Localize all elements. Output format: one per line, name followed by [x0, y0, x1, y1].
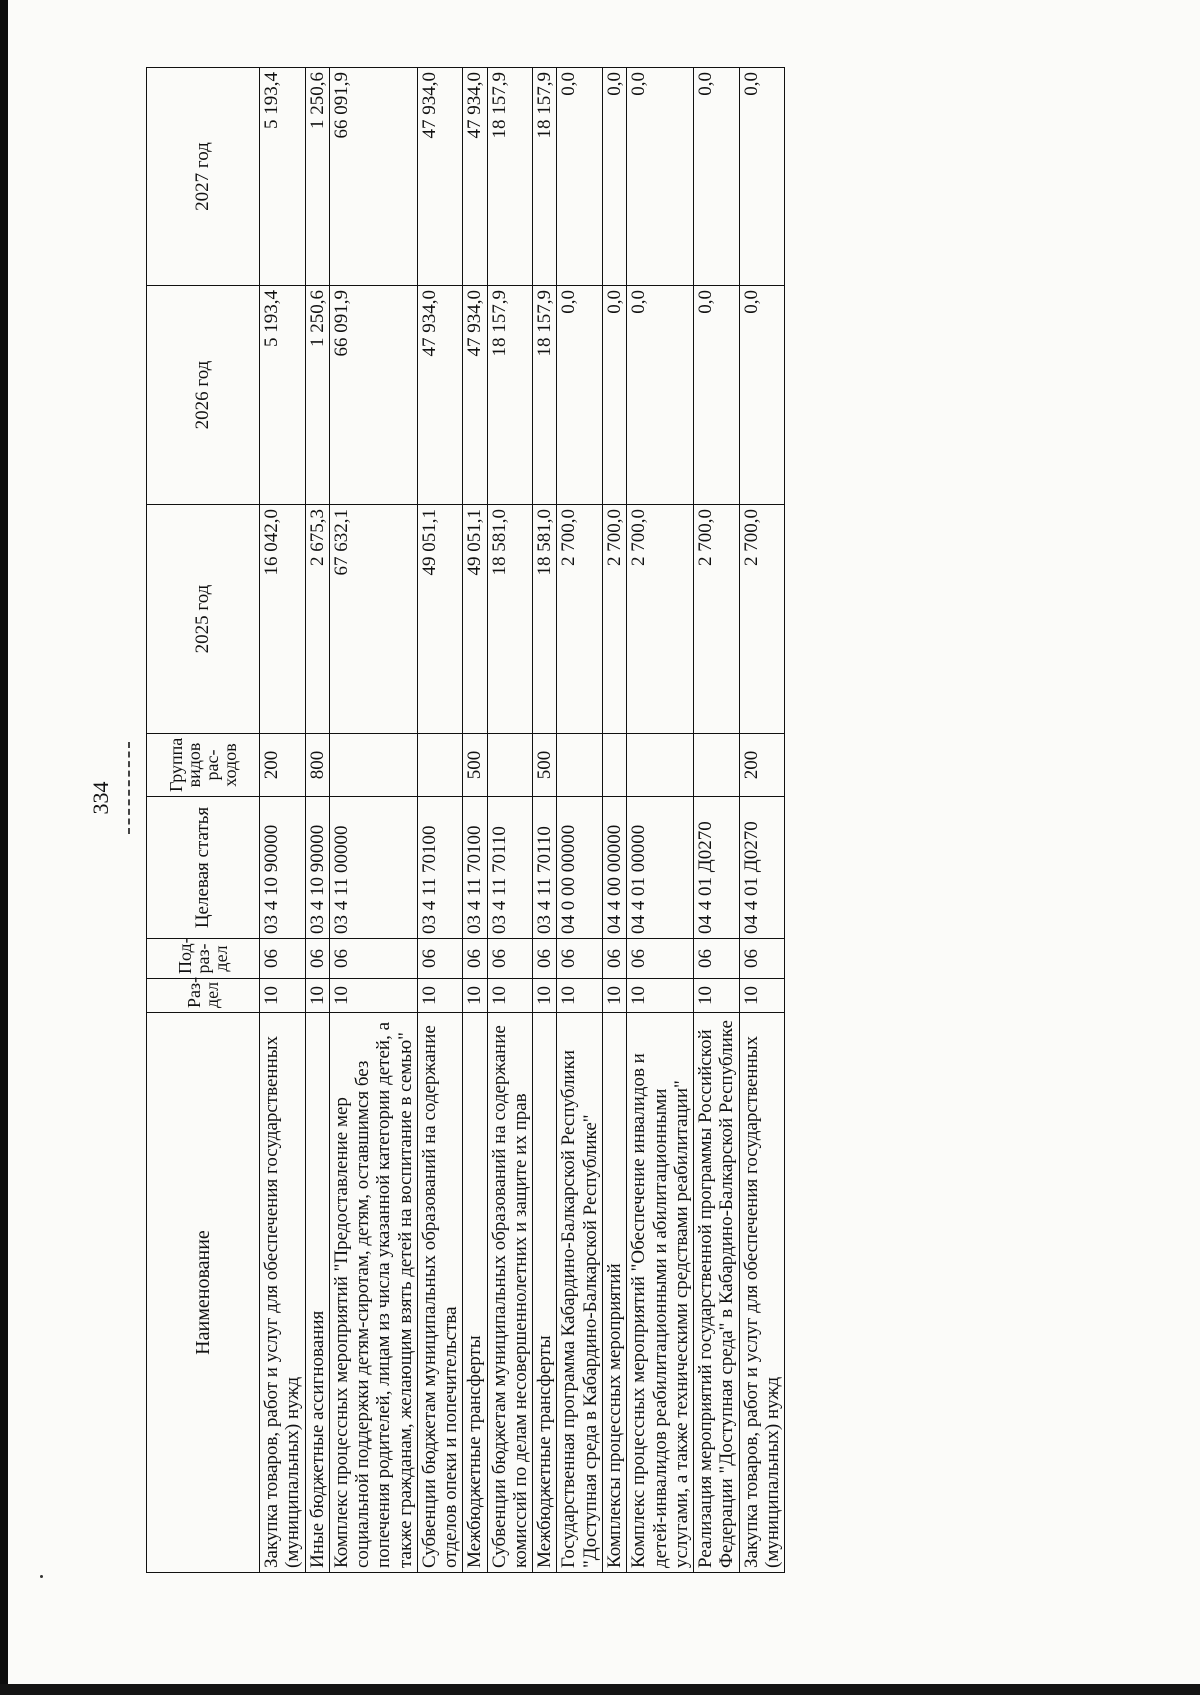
row-section: 10 — [305, 979, 329, 1013]
row-target-article: 04 4 00 00000 — [602, 797, 626, 939]
row-section: 10 — [739, 979, 785, 1013]
row-target-article: 03 4 10 90000 — [305, 797, 329, 939]
row-section: 10 — [627, 979, 694, 1013]
row-amount-2026: 0,0 — [602, 286, 626, 505]
row-expense-group — [557, 734, 603, 797]
row-subsection: 06 — [260, 939, 306, 979]
row-expense-group — [627, 734, 694, 797]
row-name: Закупка товаров, работ и услуг для обеспечения государственных (муниципальных) нужд — [260, 1013, 306, 1573]
row-section: 10 — [487, 979, 533, 1013]
row-amount-2026: 0,0 — [557, 286, 603, 505]
row-target-article: 04 0 00 00000 — [557, 797, 603, 939]
table-row — [417, 68, 463, 1573]
row-name: Субвенции бюджетам муниципальных образований на содержание комиссий по делам несовершеннолетних и защите их прав — [487, 1013, 533, 1573]
row-subsection: 06 — [329, 939, 417, 979]
row-amount-2027: 66 091,9 — [329, 68, 417, 286]
row-target-article: 03 4 11 70100 — [417, 797, 463, 939]
row-amount-2026: 47 934,0 — [417, 286, 463, 505]
row-amount-2027: 0,0 — [557, 68, 603, 286]
table-row — [627, 68, 694, 1573]
table-row — [260, 68, 306, 1573]
row-amount-2027: 0,0 — [627, 68, 694, 286]
row-target-article: 03 4 10 90000 — [260, 797, 306, 939]
row-expense-group: 500 — [533, 734, 557, 797]
row-section: 10 — [260, 979, 306, 1013]
row-target-article: 04 4 01 00000 — [627, 797, 694, 939]
row-subsection: 06 — [305, 939, 329, 979]
row-name: Реализация мероприятий государственной программы Российской Федерации "Доступная среда" в Кабардино-Балкарской Республике — [694, 1013, 740, 1573]
row-subsection: 06 — [463, 939, 487, 979]
row-name: Комплексы процессных мероприятий — [602, 1013, 626, 1573]
row-subsection: 06 — [487, 939, 533, 979]
row-section: 10 — [557, 979, 603, 1013]
row-amount-2027: 5 193,4 — [260, 68, 306, 286]
row-section: 10 — [602, 979, 626, 1013]
table-header-row — [147, 68, 260, 1573]
page-number: 334 — [88, 781, 113, 815]
row-subsection: 06 — [694, 939, 740, 979]
header-year-2027: 2027 год — [147, 68, 260, 286]
row-amount-2026: 0,0 — [694, 286, 740, 505]
rotated-page — [0, 63, 1100, 1660]
header-section: Раз-дел — [147, 979, 260, 1013]
row-name: Комплекс процессных мероприятий "Обеспечение инвалидов и детей-инвалидов реабилитационными и абилитационными услугами, а также техническими средствами реабилитации" — [627, 1013, 694, 1573]
row-name: Иные бюджетные ассигнования — [305, 1013, 329, 1573]
row-amount-2026: 66 091,9 — [329, 286, 417, 505]
row-amount-2026: 18 157,9 — [487, 286, 533, 505]
row-amount-2025: 49 051,1 — [417, 505, 463, 734]
row-amount-2025: 67 632,1 — [329, 505, 417, 734]
row-target-article: 04 4 01 Д0270 — [694, 797, 740, 939]
row-amount-2026: 18 157,9 — [533, 286, 557, 505]
row-amount-2027: 47 934,0 — [463, 68, 487, 286]
header-target-article: Целевая статья — [147, 797, 260, 939]
row-target-article: 03 4 11 70100 — [463, 797, 487, 939]
row-amount-2027: 18 157,9 — [533, 68, 557, 286]
row-subsection: 06 — [627, 939, 694, 979]
row-section: 10 — [417, 979, 463, 1013]
row-name: Межбюджетные трансферты — [463, 1013, 487, 1573]
table-row — [739, 68, 785, 1573]
row-amount-2025: 16 042,0 — [260, 505, 306, 734]
row-amount-2027: 47 934,0 — [417, 68, 463, 286]
row-amount-2026: 0,0 — [739, 286, 785, 505]
row-amount-2026: 47 934,0 — [463, 286, 487, 505]
row-amount-2025: 2 700,0 — [627, 505, 694, 734]
row-amount-2027: 0,0 — [739, 68, 785, 286]
row-name: Закупка товаров, работ и услуг для обеспечения государственных (муниципальных) нужд — [739, 1013, 785, 1573]
row-expense-group — [417, 734, 463, 797]
table-row — [463, 68, 487, 1573]
row-expense-group: 200 — [260, 734, 306, 797]
row-target-article: 03 4 11 70110 — [487, 797, 533, 939]
row-subsection: 06 — [417, 939, 463, 979]
row-amount-2026: 5 193,4 — [260, 286, 306, 505]
row-name: Субвенции бюджетам муниципальных образований на содержание отделов опеки и попечительства — [417, 1013, 463, 1573]
row-subsection: 06 — [557, 939, 603, 979]
budget-table — [146, 67, 785, 1573]
row-expense-group: 800 — [305, 734, 329, 797]
row-amount-2025: 2 700,0 — [694, 505, 740, 734]
row-expense-group — [487, 734, 533, 797]
row-section: 10 — [694, 979, 740, 1013]
row-name: Межбюджетные трансферты — [533, 1013, 557, 1573]
table-row — [557, 68, 603, 1573]
row-name: Комплекс процессных мероприятий "Предоставление мер социальной поддержки детям-сиротам, детям, оставшимся без попечения родителей, лицам из числа указанной категории детей, а также гражданам, желающим взять детей на воспитание в семью" — [329, 1013, 417, 1573]
row-expense-group: 500 — [463, 734, 487, 797]
header-subsection: Под-раз-дел — [147, 939, 260, 979]
table-row — [487, 68, 533, 1573]
row-subsection: 06 — [602, 939, 626, 979]
row-amount-2027: 1 250,6 — [305, 68, 329, 286]
scan-edge-bottom — [0, 1684, 1200, 1695]
row-section: 10 — [329, 979, 417, 1013]
table-row — [329, 68, 417, 1573]
row-amount-2025: 2 700,0 — [557, 505, 603, 734]
row-amount-2025: 2 700,0 — [602, 505, 626, 734]
row-section: 10 — [533, 979, 557, 1013]
row-amount-2027: 18 157,9 — [487, 68, 533, 286]
row-expense-group — [329, 734, 417, 797]
row-subsection: 06 — [533, 939, 557, 979]
row-name: Государственная программа Кабардино-Балкарской Республики "Доступная среда в Кабардино-Балкарской Республике" — [557, 1013, 603, 1573]
row-amount-2027: 0,0 — [602, 68, 626, 286]
row-target-article: 03 4 11 70110 — [533, 797, 557, 939]
header-year-2025: 2025 год — [147, 505, 260, 734]
row-target-article: 04 4 01 Д0270 — [739, 797, 785, 939]
row-amount-2025: 18 581,0 — [487, 505, 533, 734]
table-row — [305, 68, 329, 1573]
row-amount-2025: 18 581,0 — [533, 505, 557, 734]
row-section: 10 — [463, 979, 487, 1013]
row-amount-2026: 1 250,6 — [305, 286, 329, 505]
table-body — [260, 68, 785, 1573]
row-expense-group: 200 — [739, 734, 785, 797]
table-row — [602, 68, 626, 1573]
row-expense-group — [602, 734, 626, 797]
header-expense-group: Группа видов рас-ходов — [147, 734, 260, 797]
row-expense-group — [694, 734, 740, 797]
row-amount-2027: 0,0 — [694, 68, 740, 286]
header-year-2026: 2026 год — [147, 286, 260, 505]
row-subsection: 06 — [739, 939, 785, 979]
row-amount-2025: 2 675,3 — [305, 505, 329, 734]
table-row — [694, 68, 740, 1573]
row-amount-2025: 49 051,1 — [463, 505, 487, 734]
header-name: Наименование — [147, 1013, 260, 1573]
row-amount-2026: 0,0 — [627, 286, 694, 505]
row-target-article: 03 4 11 00000 — [329, 797, 417, 939]
row-amount-2025: 2 700,0 — [739, 505, 785, 734]
table-row — [533, 68, 557, 1573]
